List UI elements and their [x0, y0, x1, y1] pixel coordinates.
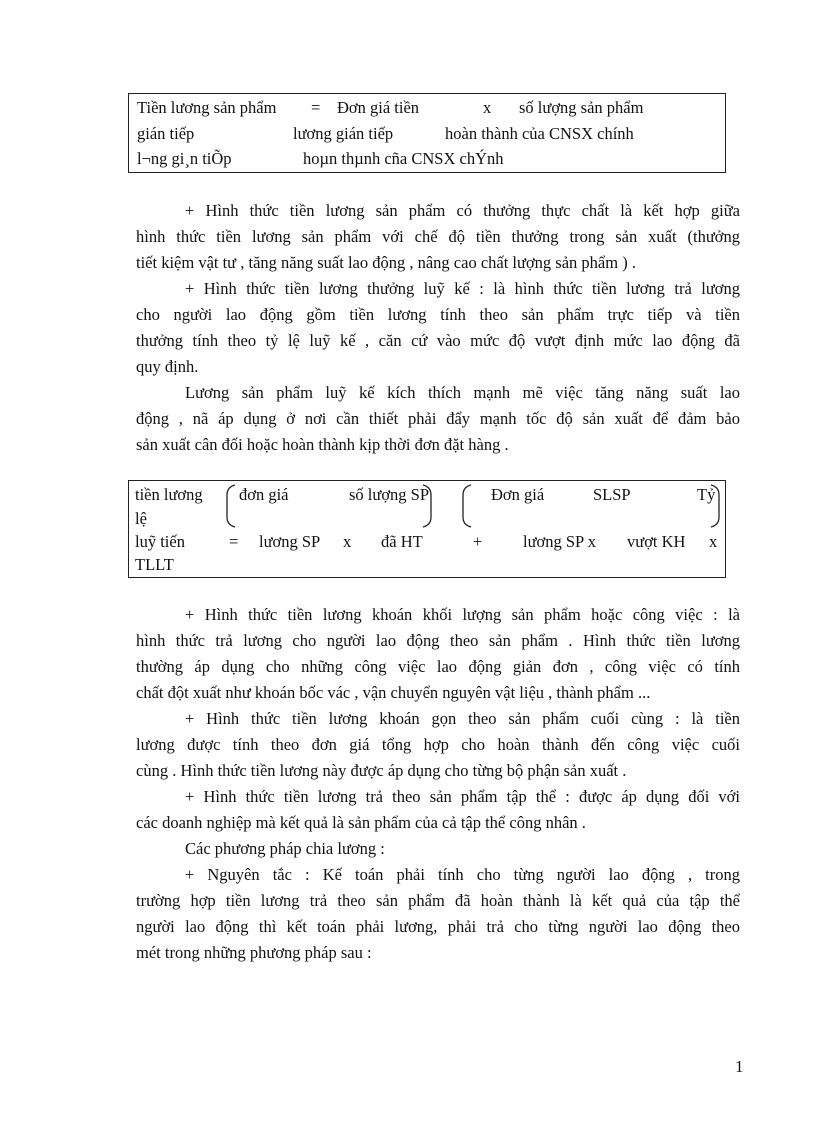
paragraph-progressive-effect — [136, 380, 740, 458]
right-paren-1 — [421, 483, 433, 529]
text-line: chất đột xuất như khoán bốc vác , vận chuyển nguyên vật liệu , thành phẩm ... — [136, 683, 651, 702]
box2-r3-over-plan: vượt KH — [627, 532, 686, 551]
box2-r1-ratio: Tỷ — [697, 485, 716, 504]
paragraph-collective-piece-rate — [136, 784, 740, 836]
formula-box-indirect — [128, 93, 726, 173]
box2-r3-x1: x — [343, 532, 352, 551]
box1-r1-c2: Đơn giá tiền — [337, 98, 420, 117]
text-line: tiết kiệm vật tư , tăng năng suất lao động , nâng cao chất lượng sản phẩm ) . — [136, 253, 636, 272]
text-line: + Hình thức tiền lương sản phẩm có thưởng thực chất là kết hợp giữa — [185, 201, 740, 220]
left-paren-1 — [225, 483, 237, 529]
box1-r2-c1: gián tiếp — [137, 124, 195, 143]
box2-r3-x2: x — [709, 532, 718, 551]
text-line: sản xuất cân đối hoặc hoàn thành kịp thời đơn đặt hàng . — [136, 435, 509, 454]
text-line: thưởng tính theo tỷ lệ luỹ kế , căn cứ vào mức độ vượt định mức lao động đã — [136, 331, 740, 350]
box1-r1-c1: Tiền lương sản phẩm — [137, 98, 277, 117]
text-line: + Hình thức tiền lương thưởng luỹ kế : là hình thức tiền lương trả lương — [185, 279, 740, 298]
box2-r3-eq: = — [229, 532, 239, 551]
box2-r3-plus: + — [473, 532, 483, 551]
box1-r1-eq: = — [311, 98, 321, 117]
box1-r2-c3: hoàn thành của CNSX chính — [445, 124, 634, 143]
text-line: lương được tính theo đơn giá tổng hợp cho hoàn thành đến công việc cuối — [136, 735, 740, 754]
text-line: hình thức tiền lương sản phẩm với chế độ tiền thưởng trong sản xuất (thưởng — [136, 227, 740, 246]
box2-r3-wage: lương SP — [259, 532, 321, 551]
text-line: hình thức trả lương cho người lao động theo sản phẩm . Hình thức tiền lương — [136, 631, 740, 650]
box2-r1-label: tiền lương — [135, 485, 203, 504]
text-line: Các phương pháp chia lương : — [185, 839, 385, 858]
page-number: 1 — [735, 1057, 744, 1076]
box1-r1-x: x — [483, 98, 492, 117]
paragraph-final-product-contract — [136, 706, 740, 784]
text-line: Lương sản phẩm luỹ kế kích thích mạnh mẽ việc tăng năng suất lao — [185, 383, 740, 402]
text-line: mét trong những phương pháp sau : — [136, 943, 372, 962]
text-line: trường hợp tiền lương trả theo sản phẩm đã hoàn thành là kết quả của tập thể — [136, 891, 740, 910]
box2-r1-unit-price-2: Đơn giá — [491, 485, 545, 504]
box2-r2-label: lệ — [135, 509, 147, 528]
box2-r1-qty: số lượng SP — [349, 485, 430, 504]
text-line: cùng . Hình thức tiền lương này được áp dụng cho từng bộ phận sản xuất . — [136, 761, 627, 780]
text-line: thường áp dụng cho những công việc lao động giản đơn , công việc có tính — [136, 657, 740, 676]
text-line: + Nguyên tắc : Kế toán phải tính cho từng người lao động , trong — [185, 865, 740, 884]
text-line: các doanh nghiệp mà kết quả là sản phẩm của cả tập thể công nhân . — [136, 813, 586, 832]
box2-r1-slsp: SLSP — [593, 485, 631, 504]
text-line: + Hình thức tiền lương khoán gọn theo sản phẩm cuối cùng : là tiền — [185, 709, 740, 728]
text-line: quy định. — [136, 357, 199, 376]
text-line: + Hình thức tiền lương trả theo sản phẩm tập thể : được áp dụng đối với — [185, 787, 740, 806]
box1-r3-c2: hoµn thµnh cña CNSX chÝnh — [303, 149, 504, 168]
right-paren-2 — [709, 483, 721, 529]
box2-r3-wage-2: lương SP x — [523, 532, 596, 551]
box2-r3-label: luỹ tiến — [135, 532, 185, 551]
box2-r4-label: TLLT — [135, 555, 174, 574]
text-line: người lao động thì kết toán phải lương, phải trả cho từng người lao động theo — [136, 917, 740, 936]
box1-r3-c1: l¬ng gi¸n tiÕp — [137, 149, 232, 168]
box1-r1-c3: số lượng sản phẩm — [519, 98, 644, 117]
formula-box-progressive — [128, 480, 726, 578]
paragraph-division-methods-heading — [136, 836, 740, 862]
text-line: cho người lao động gồm tiền lương tính theo sản phẩm trực tiếp và tiền — [136, 305, 740, 324]
paragraph-bonus-piece-rate — [136, 198, 740, 276]
paragraph-principle — [136, 862, 740, 966]
left-paren-2 — [461, 483, 473, 529]
paragraph-volume-contract — [136, 602, 740, 706]
box2-r3-done: đã HT — [381, 532, 423, 551]
text-line: động , nã áp dụng ở nơi cần thiết phải đẩy mạnh tốc độ sản xuất để đảm bảo — [136, 409, 740, 428]
paragraph-progressive-bonus — [136, 276, 740, 380]
box2-r1-unit-price: đơn giá — [239, 485, 289, 504]
box1-r2-c2: lương gián tiếp — [293, 124, 394, 143]
text-line: + Hình thức tiền lương khoán khối lượng sản phẩm hoặc công việc : là — [185, 605, 740, 624]
